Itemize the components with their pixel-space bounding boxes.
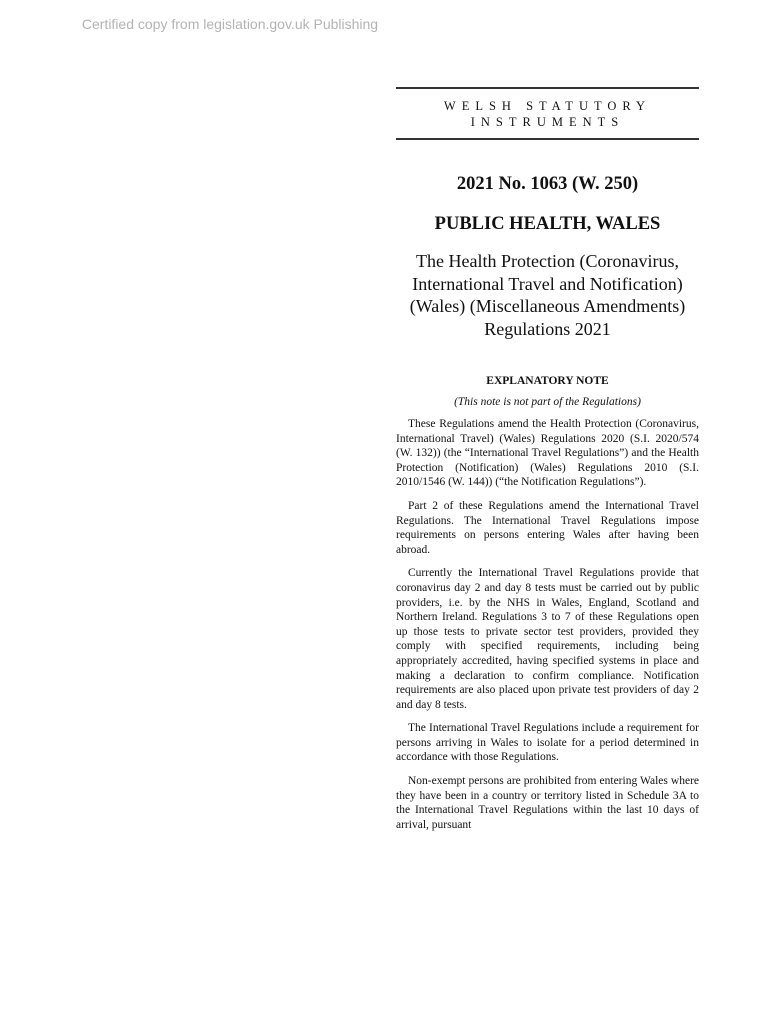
- series-line-2: INSTRUMENTS: [470, 115, 625, 129]
- explanatory-note-heading: EXPLANATORY NOTE: [486, 375, 609, 387]
- note-paragraph-2: Part 2 of these Regulations amend the International Travel Regulations. The International Travel Regulations impose requirements on persons entering Wales after having been abroad.: [396, 499, 699, 556]
- certified-copy-watermark: Certified copy from legislation.gov.uk Publishing: [81, 16, 379, 32]
- document-column: [396, 87, 699, 832]
- note-paragraph-3: Currently the International Travel Regulations provide that coronavirus day 2 and day 8 tests must be carried out by public providers, i.e. by the NHS in Wales, England, Scotland and Northern Ireland. Regulations 3 to 7 of these Regulations open up those tests to private sector test providers, provided they comply with specified requirements, including being appropriately accredited, having specified systems in place and making a declaration to confirm compliance. Notification requirements are also placed upon private test providers of day 2 and day 8 tests.: [396, 567, 699, 711]
- instrument-number: 2021 No. 1063 (W. 250): [456, 174, 639, 194]
- regulations-title: The Health Protection (Coronavirus, International Travel and Notification) (Wales) (Miscellaneous Amendments) Regulations 2021: [409, 251, 686, 339]
- series-banner: [396, 87, 699, 140]
- series-line-1: WELSH STATUTORY: [443, 99, 652, 113]
- subject-heading: PUBLIC HEALTH, WALES: [434, 214, 661, 234]
- note-paragraph-4: The International Travel Regulations include a requirement for persons arriving in Wales to isolate for a period determined in accordance with those Regulations.: [396, 722, 699, 764]
- explanatory-note-subheading: (This note is not part of the Regulations): [454, 396, 641, 408]
- note-paragraph-5: Non-exempt persons are prohibited from entering Wales where they have been in a country or territory listed in Schedule 3A to the International Travel Regulations within the last 10 days of arrival, pursuant: [396, 775, 699, 831]
- note-paragraph-1: These Regulations amend the Health Protection (Coronavirus, International Travel) (Wales) Regulations 2020 (S.I. 2020/574 (W. 132)) (the “International Travel Regulations”) and the Health Protection (Notification) (Wales) Regulations 2010 (S.I. 2010/1546 (W. 144)) (“the Notification Regulations”).: [396, 418, 699, 489]
